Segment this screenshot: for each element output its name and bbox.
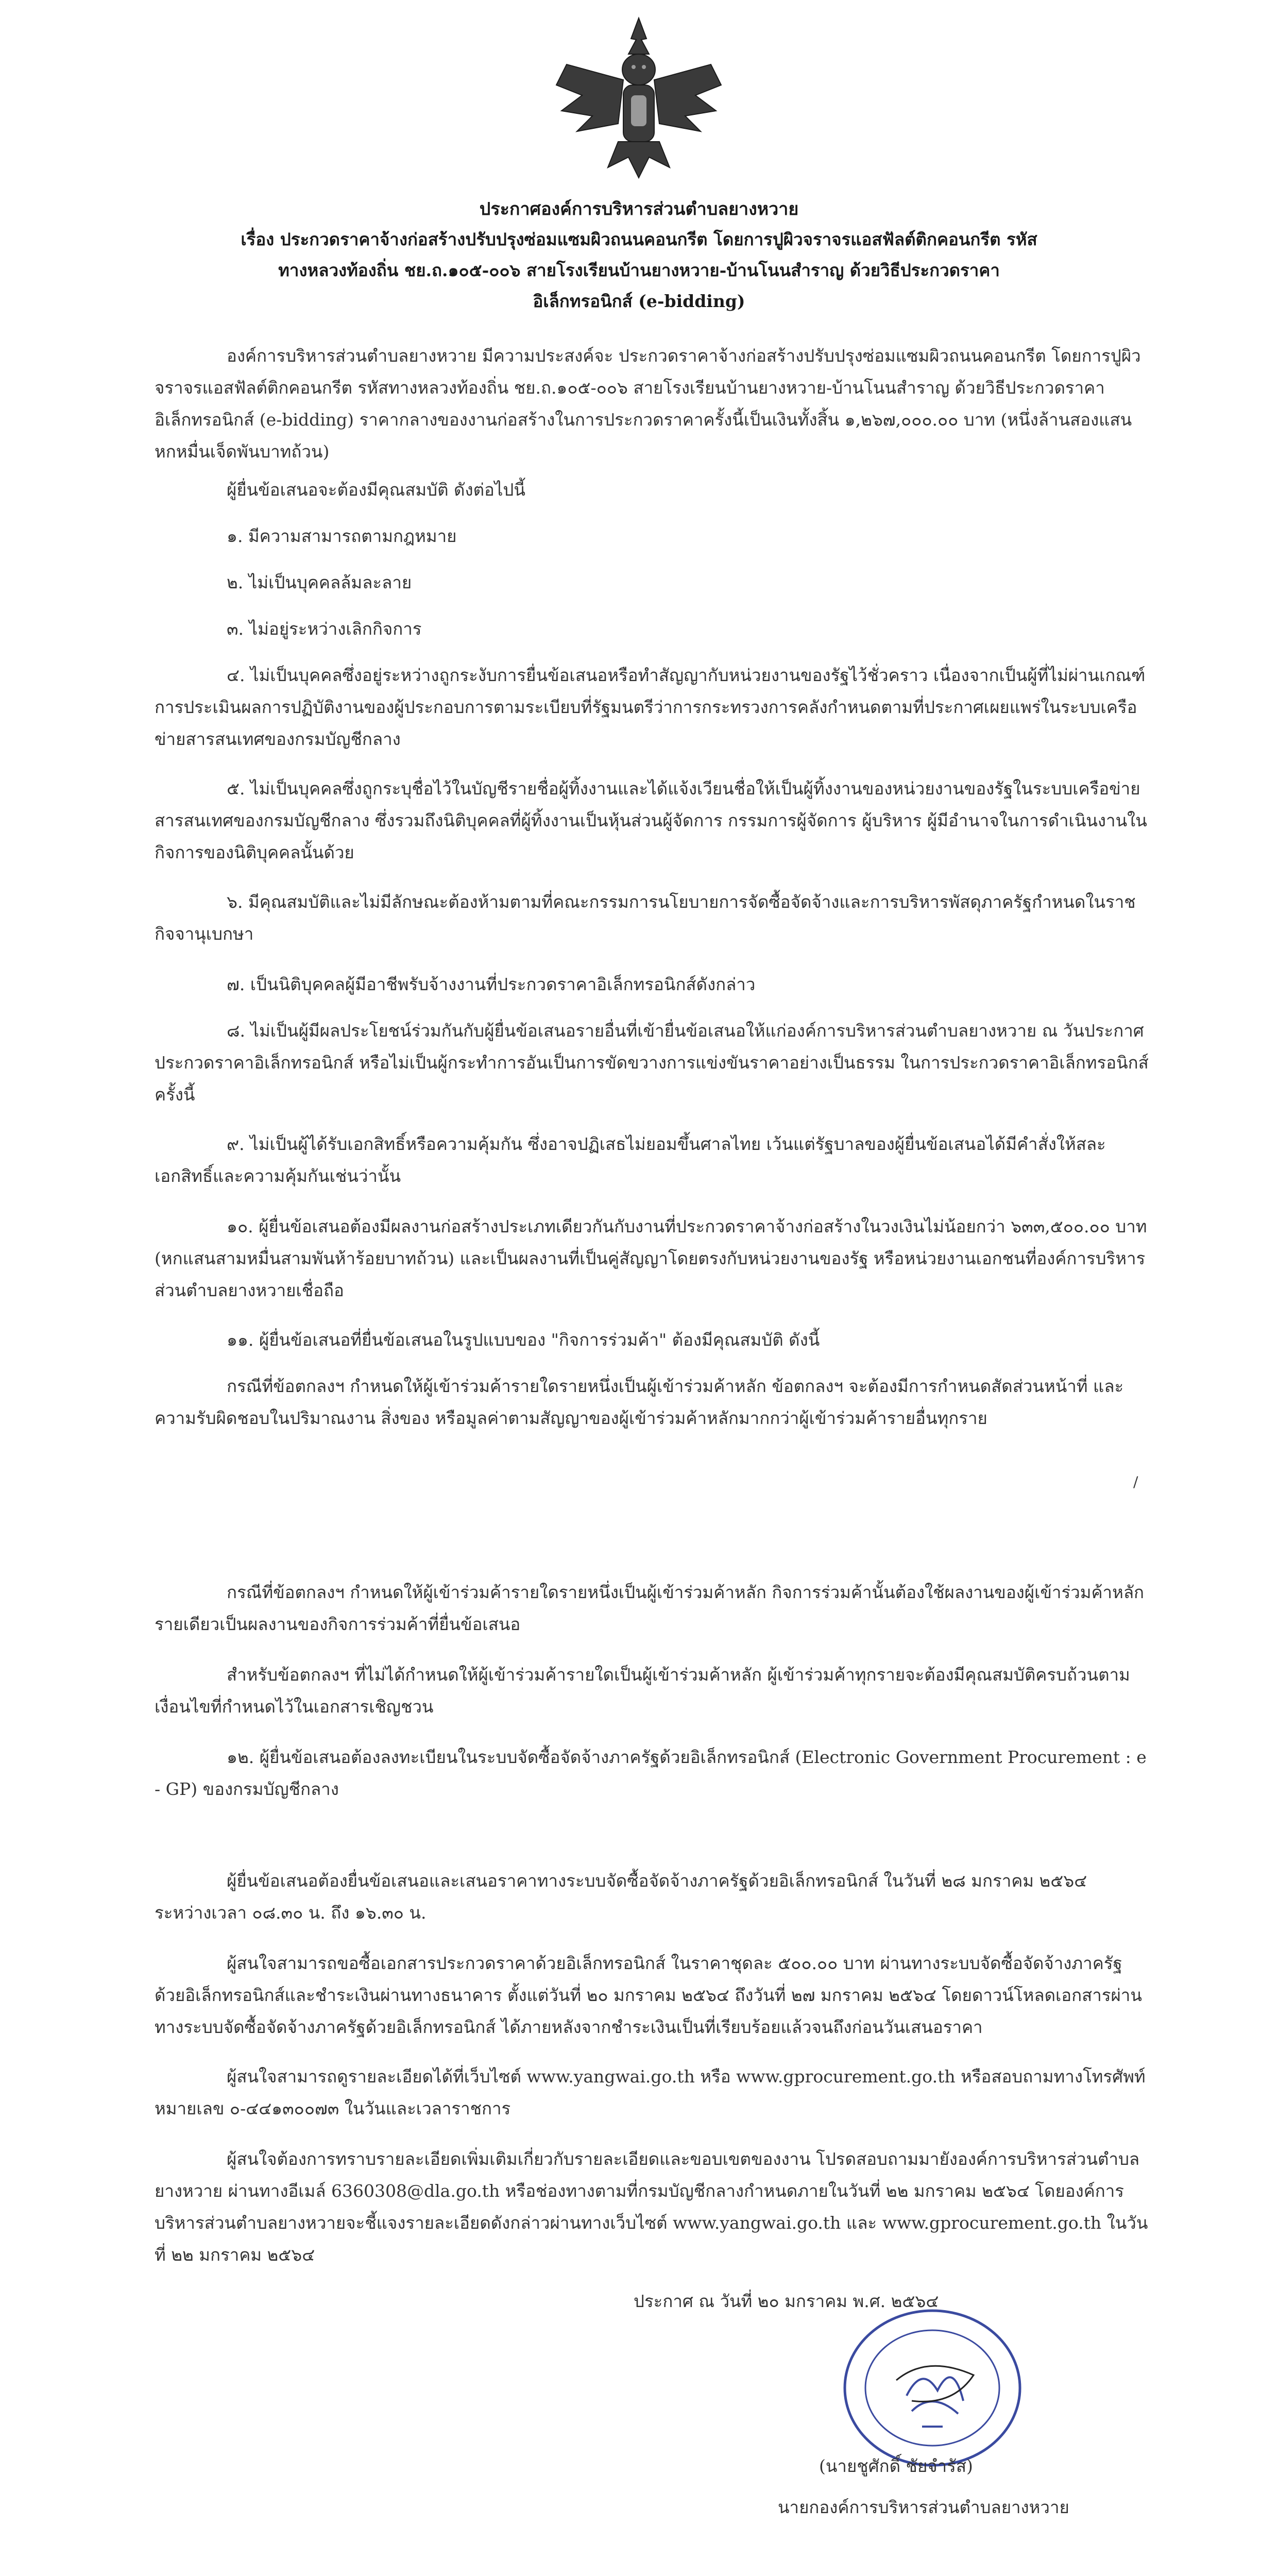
org-header: ประกาศองค์การบริหารส่วนตำบลยางหวาย (479, 199, 799, 219)
intro-paragraph: องค์การบริหารส่วนตำบลยางหวาย มีความประสงค์จะ ประกวดราคาจ้างก่อสร้างปรับปรุงซ่อมแซมผิวถนนคอนกรีต โดยการปูผิวจราจรแอสฟัลต์ติกคอนกรีต รหัสทางหลวงท้องถิ่น ชย.ถ.๑๐๕-๐๐๖ สายโรงเรียนบ้านยางหวาย-บ้านโนนสำราญ ด้วยวิธีประกวดราคาอิเล็กทรอนิกส์ (e-bidding) ราคากลางของงานก่อสร้างในการประกวดราคาครั้งนี้เป็นเงินทั้งสิ้น ๑,๒๖๗,๐๐๐.๐๐ บาท (หนึ่งล้านสองแสนหกหมื่นเจ็ดพันบาทถ้วน) (155, 346, 1141, 462)
qualification-item-11: ๑๑. ผู้ยื่นข้อเสนอที่ยื่นข้อเสนอในรูปแบบของ "กิจการร่วมค้า" ต้องมีคุณสมบัติ ดังนี้ (227, 1330, 820, 1350)
submission-paragraph: ผู้ยื่นข้อเสนอต้องยื่นข้อเสนอและเสนอราคาทางระบบจัดซื้อจัดจ้างภาครัฐด้วยอิเล็กทรอนิกส์ ในวันที่ ๒๘ มกราคม ๒๕๖๔ ระหว่างเวลา ๐๘.๓๐ น. ถึง ๑๖.๓๐ น. (155, 1871, 1087, 1923)
qualification-intro: ผู้ยื่นข้อเสนอจะต้องมีคุณสมบัติ ดังต่อไปนี้ (227, 480, 525, 500)
qualification-item-4: ๔. ไม่เป็นบุคคลซึ่งอยู่ระหว่างถูกระงับการยื่นข้อเสนอหรือทำสัญญากับหน่วยงานของรัฐไว้ชั่วคราว เนื่องจากเป็นผู้ที่ไม่ผ่านเกณฑ์การประเมินผลการปฏิบัติงานของผู้ประกอบการตามระเบียบที่รัฐมนตรีว่าการกระทรวงการคลังกำหนดตามที่ประกาศเผยแพร่ในระบบเครือข่ายสารสนเทศของกรมบัญชีกลาง (155, 665, 1146, 749)
joint-venture-paragraph-b: สำหรับข้อตกลงฯ ที่ไม่ได้กำหนดให้ผู้เข้าร่วมค้ารายใดเป็นผู้เข้าร่วมค้าหลัก ผู้เข้าร่วมค้าทุกรายจะต้องมีคุณสมบัติครบถ้วนตามเงื่อนไขที่กำหนดไว้ในเอกสารเชิญชวน (155, 1665, 1130, 1717)
garuda-emblem-icon (546, 8, 731, 183)
qualification-item-11a: กรณีที่ข้อตกลงฯ กำหนดให้ผู้เข้าร่วมค้ารายใดรายหนึ่งเป็นผู้เข้าร่วมค้าหลัก ข้อตกลงฯ จะต้องมีการกำหนดสัดส่วนหน้าที่ และความรับผิดชอบในปริมาณงาน สิ่งของ หรือมูลค่าตามสัญญาของผู้เข้าร่วมค้าหลักมากกว่าผู้เข้าร่วมค้ารายอื่นทุกราย (155, 1376, 1124, 1428)
qualification-item-9: ๙. ไม่เป็นผู้ได้รับเอกสิทธิ์หรือความคุ้มกัน ซึ่งอาจปฏิเสธไม่ยอมขึ้นศาลไทย เว้นแต่รัฐบาลของผู้ยื่นข้อเสนอได้มีคำสั่งให้สละเอกสิทธิ์และความคุ้มกันเช่นว่านั้น (155, 1134, 1106, 1186)
signer-title: นายกองค์การบริหารส่วนตำบลยางหวาย (778, 2497, 1069, 2517)
contact-paragraph: ผู้สนใจต้องการทราบรายละเอียดเพิ่มเติมเกี่ยวกับรายละเอียดและขอบเขตของงาน โปรดสอบถามมายังองค์การบริหารส่วนตำบลยางหวาย ผ่านทางอีเมล์ 6360308@dla.go.th หรือช่องทางตามที่กรมบัญชีกลางกำหนดภายในวันที่ ๒๒ มกราคม ๒๕๖๔ โดยองค์การบริหารส่วนตำบลยางหวายจะชี้แจงรายละเอียดดังกล่าวผ่านทางเว็บไซต์ www.yangwai.go.th และ www.gprocurement.go.th ในวันที่ ๒๒ มกราคม ๒๕๖๔ (155, 2149, 1148, 2265)
continue-mark-1: / (1133, 1473, 1138, 1490)
joint-venture-paragraph-a: กรณีที่ข้อตกลงฯ กำหนดให้ผู้เข้าร่วมค้ารายใดรายหนึ่งเป็นผู้เข้าร่วมค้าหลัก กิจการร่วมค้านั้นต้องใช้ผลงานของผู้เข้าร่วมค้าหลักรายเดียวเป็นผลงานของกิจการร่วมค้าที่ยื่นข้อเสนอ (155, 1582, 1145, 1634)
subject-line-2: ทางหลวงท้องถิ่น ชย.ถ.๑๐๕-๐๐๖ สายโรงเรียนบ้านยางหวาย-บ้านโนนสำราญ ด้วยวิธีประกวดราคา (278, 260, 1000, 280)
subject-line-1: เรื่อง ประกวดราคาจ้างก่อสร้างปรับปรุงซ่อมแซมผิวถนนคอนกรีต โดยการปูผิวจราจรแอสฟัลต์ติกคอนกรีต รหัส (241, 229, 1037, 249)
qualification-item-5: ๕. ไม่เป็นบุคคลซึ่งถูกระบุชื่อไว้ในบัญชีรายชื่อผู้ทิ้งงานและได้แจ้งเวียนชื่อให้เป็นผู้ทิ้งงานของหน่วยงานของรัฐในระบบเครือข่ายสารสนเทศของกรมบัญชีกลาง ซึ่งรวมถึงนิติบุคคลที่ผู้ทิ้งงานเป็นหุ้นส่วนผู้จัดการ กรรมการผู้จัดการ ผู้บริหาร ผู้มีอำนาจในการดำเนินงานในกิจการของนิติบุคคลนั้นด้วย (155, 778, 1147, 862)
qualification-item-6: ๖. มีคุณสมบัติและไม่มีลักษณะต้องห้ามตามที่คณะกรรมการนโยบายการจัดซื้อจัดจ้างและการบริหารพัสดุภาครัฐกำหนดในราชกิจจานุเบกษา (155, 892, 1136, 944)
subject-line-3: อิเล็กทรอนิกส์ (e-bidding) (533, 291, 745, 311)
purchase-paragraph: ผู้สนใจสามารถขอซื้อเอกสารประกวดราคาด้วยอิเล็กทรอนิกส์ ในราคาชุดละ ๕๐๐.๐๐ บาท ผ่านทางระบบจัดซื้อจัดจ้างภาครัฐด้วยอิเล็กทรอนิกส์และชำระเงินผ่านทางธนาคาร ตั้งแต่วันที่ ๒๐ มกราคม ๒๕๖๔ ถึงวันที่ ๒๗ มกราคม ๒๕๖๔ โดยดาวน์โหลดเอกสารผ่านทางระบบจัดซื้อจัดจ้างภาครัฐด้วยอิเล็กทรอนิกส์ ได้ภายหลังจากชำระเงินเป็นที่เรียบร้อยแล้วจนถึงก่อนวันเสนอราคา (155, 1953, 1142, 2037)
qualification-item-10: ๑๐. ผู้ยื่นข้อเสนอต้องมีผลงานก่อสร้างประเภทเดียวกันกับงานที่ประกวดราคาจ้างก่อสร้างในวงเงินไม่น้อยกว่า ๖๓๓,๕๐๐.๐๐ บาท (หกแสนสามหมื่นสามพันห้าร้อยบาทถ้วน) และเป็นผลงานที่เป็นคู่สัญญาโดยตรงกับหน่วยงานของรัฐ หรือหน่วยงานเอกชนที่องค์การบริหารส่วนตำบลยางหวายเชื่อถือ (155, 1216, 1147, 1300)
qualification-item-12: ๑๒. ผู้ยื่นข้อเสนอต้องลงทะเบียนในระบบจัดซื้อจัดจ้างภาครัฐด้วยอิเล็กทรอนิกส์ (Electronic Government Procurement : e - GP) ของกรมบัญชีกลาง (155, 1747, 1147, 1799)
official-seal-stamp (834, 2303, 1030, 2473)
qualification-item-7: ๗. เป็นนิติบุคคลผู้มีอาชีพรับจ้างงานที่ประกวดราคาอิเล็กทรอนิกส์ดังกล่าว (227, 974, 756, 994)
qualification-item-3: ๓. ไม่อยู่ระหว่างเลิกกิจการ (227, 619, 422, 639)
signer-name: (นายชูศักดิ์ ชัยจำรัส) (819, 2456, 973, 2476)
announcement-date: ประกาศ ณ วันที่ ๒๐ มกราคม พ.ศ. ๒๕๖๔ (634, 2291, 939, 2311)
qualification-item-2: ๒. ไม่เป็นบุคคลล้มละลาย (227, 572, 412, 592)
website-paragraph: ผู้สนใจสามารถดูรายละเอียดได้ที่เว็บไซต์ www.yangwai.go.th หรือ www.gprocurement.go.th หรือสอบถามทางโทรศัพท์หมายเลข ๐-๔๔๑๓๐๐๗๓ ในวันและเวลาราชการ (155, 2066, 1146, 2119)
qualification-item-1: ๑. มีความสามารถตามกฎหมาย (227, 526, 457, 546)
qualification-item-8: ๘. ไม่เป็นผู้มีผลประโยชน์ร่วมกันกับผู้ยื่นข้อเสนอรายอื่นที่เข้ายื่นข้อเสนอให้แก่องค์การบริหารส่วนตำบลยางหวาย ณ วันประกาศประกวดราคาอิเล็กทรอนิกส์ หรือไม่เป็นผู้กระทำการอันเป็นการขัดขวางการแข่งขันราคาอย่างเป็นธรรม ในการประกวดราคาอิเล็กทรอนิกส์ครั้งนี้ (155, 1021, 1149, 1105)
